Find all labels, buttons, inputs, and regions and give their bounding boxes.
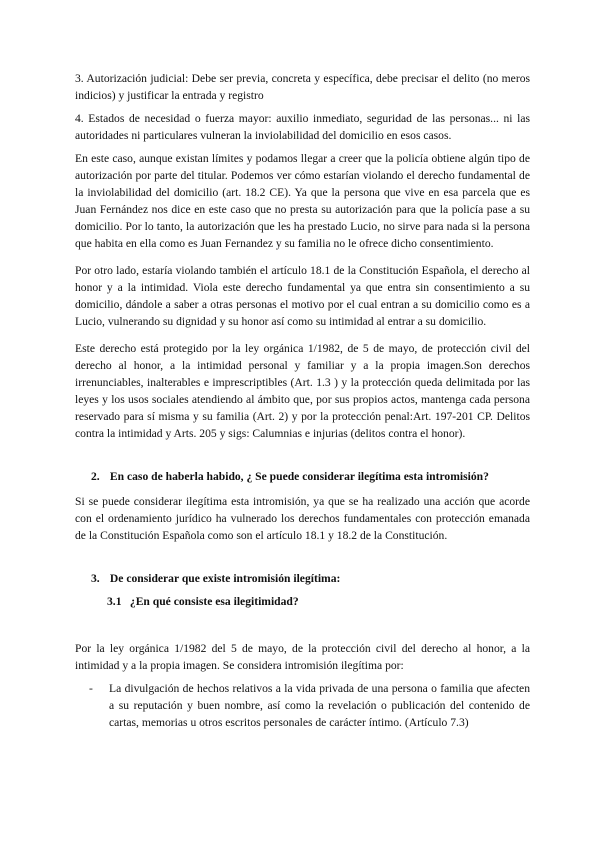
- section-3-number: 3.: [91, 572, 100, 585]
- section-3-heading: [75, 570, 530, 587]
- list-item-text: La divulgación de hechos relativos a la vida privada de una persona o familia que afecten a su reputación y buen nombre, así como la revelación o publicación del contenido de cartas, memorias u otros escritos personales de carácter íntimo. (Artículo 7.3): [109, 682, 530, 729]
- paragraph-por-otro-lado: Por otro lado, estaría violando también el artículo 18.1 de la Constitución Española, el derecho al honor y a la intimidad. Viola este derecho fundamental ya que entra sin consentimiento a su domicilio, dándole a saber a otras personas el motivo por el cual entran a su domicilio como es a Lucio, vulnerando su dignidad y su honor así como su intimidad al entrar a su domicilio.: [75, 264, 530, 328]
- list-item: [75, 680, 530, 731]
- intromision-list: [75, 680, 530, 731]
- paragraph-en-este-caso: En este caso, aunque existan límites y podamos llegar a creer que la policía obtiene algún tipo de autorización por parte del titular. Podemos ver cómo estarían violando el derecho fundamental de la inviolabilidad del domicilio (art. 18.2 CE). Ya que la persona que vive en esa parcela que es Juan Fernández nos dice en este caso que no presta su autorización para que la policía pase a su domicilio. Por lo tanto, la autorización que les ha prestado Lucio, no sirve para nada si la persona que habita en ella como es Juan Fernandez y su familia no le ofrece dicho consentimiento.: [75, 152, 530, 250]
- section-3-1-number: 3.1: [107, 595, 122, 608]
- section-2-number: 2.: [91, 470, 100, 483]
- paragraph-estados-necesidad: 4. Estados de necesidad o fuerza mayor: auxilio inmediato, seguridad de las personas... ni las autoridades ni particulares vulneran la inviolabilidad del domicilio en esos casos.: [75, 112, 530, 142]
- section-3-title: De considerar que existe intromisión ilegítima:: [109, 572, 341, 585]
- section-3-1-heading: [75, 593, 530, 610]
- list-dash-mark: -: [89, 682, 93, 695]
- section-2-paragraph: Si se puede considerar ilegítima esta intromisión, ya que se ha realizado una acción que acorde con el ordenamiento jurídico ha vulnerado los derechos fundamentales con protección emanada de la Constitución Española como son el artículo 18.1 y 18.2 de la Constitución.: [75, 495, 530, 542]
- section-3-paragraph: Por la ley orgánica 1/1982 del 5 de mayo, de la protección civil del derecho al honor, a la intimidad y a la propia imagen. Se considera intromisión ilegítima por:: [75, 642, 530, 672]
- paragraph-ley-organica: Este derecho está protegido por la ley orgánica 1/1982, de 5 de mayo, de protección civil del derecho al honor, a la intimidad personal y familiar y a la propia imagen.Son derechos irrenunciables, inalterables e imprescriptibles (Art. 1.3 ) y la protección queda delimitada por las leyes y los usos sociales atendiendo al ámbito que, por sus propios actos, mantenga cada persona reservado para sí misma y su familia (Art. 2) y por la protección penal:Art. 197-201 CP. Delitos contra la intimidad y Arts. 205 y sigs: Calumnias e injurias (delitos contra el honor).: [75, 342, 530, 440]
- paragraph-autorizacion-judicial: 3. Autorización judicial: Debe ser previa, concreta y específica, debe precisar el delito (no meros indicios) y justificar la entrada y registro: [75, 72, 530, 102]
- section-3-1-title: ¿En qué consiste esa ilegitimidad?: [129, 595, 299, 608]
- section-2-heading: [75, 468, 530, 485]
- document-page: [75, 70, 530, 731]
- section-2-title: En caso de haberla habido, ¿ Se puede considerar ilegítima esta intromisión?: [109, 470, 489, 483]
